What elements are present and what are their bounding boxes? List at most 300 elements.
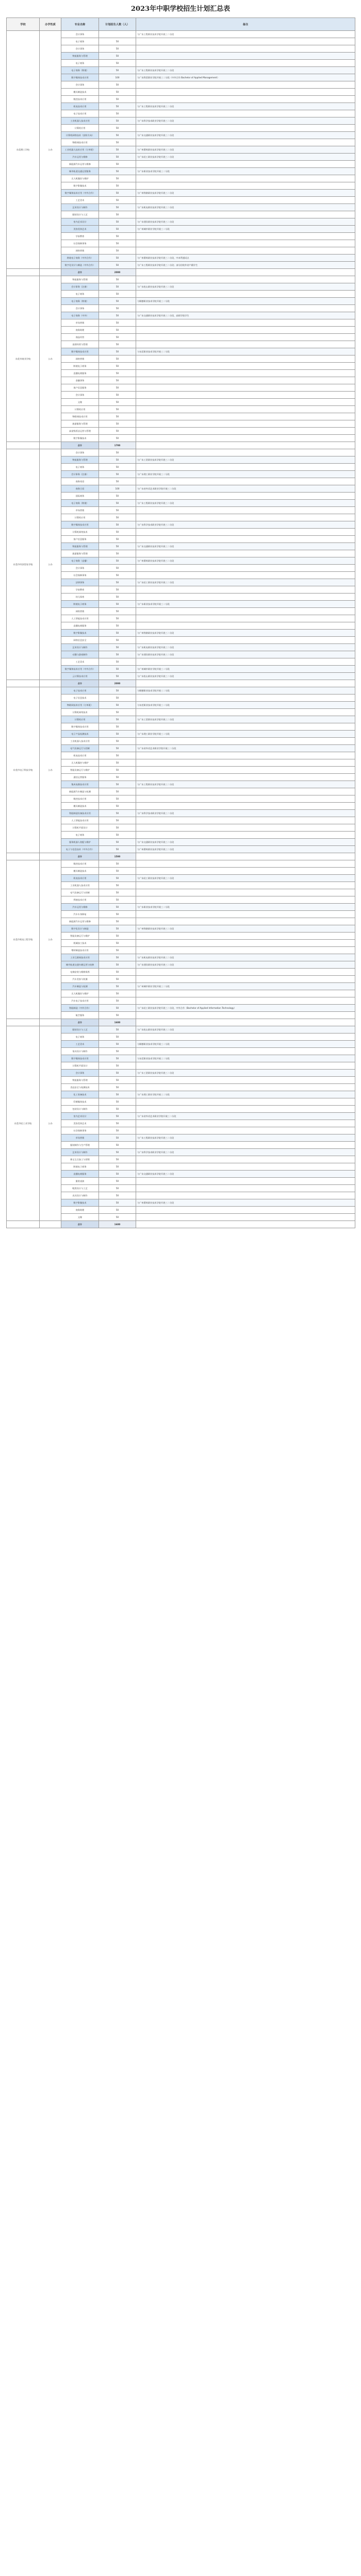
major-name: 工艺美术: [61, 1041, 99, 1048]
note-cell: [136, 709, 355, 716]
note-cell: [136, 182, 355, 190]
plan-count: 50: [99, 478, 136, 485]
plan-count: 50: [99, 572, 136, 579]
note-cell: [136, 327, 355, 334]
plan-count: 50: [99, 197, 136, 204]
note-cell: [136, 637, 355, 644]
note-cell: [136, 370, 355, 377]
note-cell: 与广东工程职业技术学院开展三二分段: [136, 1134, 355, 1142]
major-name: 电子商务（中外）: [61, 312, 99, 319]
plan-count: 50: [99, 1055, 136, 1062]
plan-count: 50: [99, 1005, 136, 1012]
table-header-row: [7, 18, 355, 31]
major-name: 数字媒体技术应用: [61, 1055, 99, 1062]
major-name: 幼儿保育: [61, 594, 99, 601]
total-blank: [7, 680, 40, 687]
plan-count: 50: [99, 1156, 136, 1163]
plan-count: 50: [99, 666, 136, 673]
plan-count: 50: [99, 305, 136, 312]
plan-count: 50: [99, 1113, 136, 1120]
plan-count: 50: [99, 997, 136, 1005]
note-cell: 与广东交通职业技术学院开展三二分段: [136, 839, 355, 846]
plan-count: 50: [99, 406, 136, 413]
note-cell: [136, 399, 355, 406]
plan-count: 50: [99, 327, 136, 334]
total-row: [7, 853, 355, 860]
plan-count: 50: [99, 731, 136, 738]
major-name: 工业机器人技术应用: [61, 738, 99, 745]
major-name: 商务助理: [61, 327, 99, 334]
plan-count: 50: [99, 550, 136, 557]
note-cell: 与广东工程职业技术学院开展三二分段: [136, 103, 355, 110]
major-name: 服装设计与工艺: [61, 211, 99, 218]
note-cell: [136, 723, 355, 731]
plan-count: 50: [99, 146, 136, 154]
note-cell: 与广东职业技术学院开展三二分段: [136, 601, 355, 608]
school-name: 东莞市机电工程学校: [7, 860, 40, 1019]
major-name: 会计事务: [61, 45, 99, 53]
plan-count: 50: [99, 521, 136, 529]
note-cell: [136, 355, 355, 363]
major-name: 社会保障事务: [61, 1127, 99, 1134]
major-name: 数字媒体技术应用: [61, 521, 99, 529]
run-type: 公办: [40, 449, 61, 680]
major-name: 电子商务: [61, 60, 99, 67]
major-name: 网络营销: [61, 247, 99, 255]
major-name: 数控技术应用: [61, 96, 99, 103]
plan-count: 50: [99, 132, 136, 139]
plan-count: 50: [99, 218, 136, 226]
plan-count: 50: [99, 889, 136, 896]
note-cell: 与广东科学技术职业学院开展三二分段: [136, 117, 355, 125]
total-count: 1700: [99, 442, 136, 449]
plan-count: 50: [99, 615, 136, 622]
major-name: 跨境电子商务: [61, 1163, 99, 1171]
total-blank: [40, 853, 61, 860]
header-plan-count: 计划招生人数（人）: [99, 18, 136, 31]
major-name: 会计事务（注册）: [61, 471, 99, 478]
major-name: 电子商务（跨境）: [61, 67, 99, 74]
major-name: 电梯安装与维修保养: [61, 969, 99, 976]
major-name: 物联网技术应用: [61, 139, 99, 146]
note-cell: [136, 139, 355, 146]
plan-count: 50: [99, 803, 136, 810]
note-cell: 与广东建设职业技术学院开展三二分段: [136, 961, 355, 969]
note-cell: [136, 392, 355, 399]
plan-count: 50: [99, 1120, 136, 1127]
note-cell: 与广东省外语艺术职业学院开展三二分段: [136, 745, 355, 752]
plan-count: 50: [99, 363, 136, 370]
plan-count: 50: [99, 399, 136, 406]
major-name: 服务机器人装配与维护: [61, 839, 99, 846]
note-cell: [136, 594, 355, 601]
major-name: 集成电路技术应用: [61, 781, 99, 788]
plan-count: 50: [99, 954, 136, 961]
note-cell: 与广东科学技术职业学院开展三二分段: [136, 810, 355, 817]
plan-count: 50: [99, 947, 136, 954]
plan-count: 50: [99, 262, 136, 269]
enrollment-plan-table: [6, 18, 355, 1228]
plan-count: 50: [99, 384, 136, 392]
major-name: 云计算技术应用: [61, 673, 99, 680]
major-name: 包装设计与制作: [61, 1106, 99, 1113]
plan-count: 50: [99, 1084, 136, 1091]
major-name: 印刷媒体技术: [61, 1098, 99, 1106]
note-cell: 与广东轻工职业技术学院开展三二分段，中外合作（Bachelor of Applied Information Technology）: [136, 1005, 355, 1012]
note-cell: [136, 1012, 355, 1019]
major-name: 物流服务与管理: [61, 543, 99, 550]
note-cell: [136, 291, 355, 298]
total-blank: [7, 1221, 40, 1228]
plan-count: 50: [99, 1178, 136, 1185]
plan-count: 50: [99, 204, 136, 211]
total-count: 2000: [99, 269, 136, 276]
note-cell: 与广东轻工职业技术学院开展三二分段: [136, 875, 355, 882]
total-row: [7, 269, 355, 276]
note-cell: 与广州番禺职业技术学院开展三二分段: [136, 1199, 355, 1207]
major-name: 跨境电子商务: [61, 601, 99, 608]
plan-count: 50: [99, 96, 136, 103]
note-cell: [136, 738, 355, 745]
plan-count: 50: [99, 1185, 136, 1192]
major-name: 数控技术应用: [61, 795, 99, 803]
major-name: 高星级饭店运营与管理: [61, 428, 99, 435]
note-cell: [136, 1062, 355, 1070]
major-name: 会计事务: [61, 1070, 99, 1077]
note-cell: 与顺德职业技术学院开展三二分段: [136, 298, 355, 305]
major-name: 旅游服务与管理: [61, 550, 99, 557]
plan-count: 50: [99, 1098, 136, 1106]
major-name: 国际商务: [61, 493, 99, 500]
plan-count: 50: [99, 810, 136, 817]
total-blank: [40, 442, 61, 449]
major-name: 工艺美术: [61, 658, 99, 666]
note-cell: [136, 233, 355, 240]
plan-count: 50: [99, 774, 136, 781]
plan-count: 50: [99, 233, 136, 240]
note-cell: 与广东交通职业技术学院开展三二分段: [136, 1171, 355, 1178]
major-name: 会计事务: [61, 305, 99, 312]
note-cell: 与东莞职业技术学院开展三二分段: [136, 702, 355, 709]
plan-count: 50: [99, 420, 136, 428]
note-cell: [136, 96, 355, 103]
note-cell: [136, 824, 355, 832]
note-cell: 与广州番禺职业技术学院开展三二分段，中本贯通试点: [136, 255, 355, 262]
note-cell: [136, 832, 355, 839]
note-cell: [136, 377, 355, 384]
major-name: 工业机器人技术应用（订单班）: [61, 146, 99, 154]
note-cell: [136, 976, 355, 983]
run-type: 公办: [40, 860, 61, 1019]
plan-count: 50: [99, 428, 136, 435]
note-cell: [136, 507, 355, 514]
note-cell: 与广东轻工职业技术学院开展三二分段: [136, 154, 355, 161]
plan-count: 50: [99, 370, 136, 377]
major-name: 城市轨道交通运营服务: [61, 168, 99, 175]
major-name: 机械加工技术: [61, 940, 99, 947]
plan-count: 50: [99, 60, 136, 67]
major-name: 电子商务: [61, 832, 99, 839]
note-cell: [136, 759, 355, 767]
note-cell: 与广东建设职业技术学院开展三二分段: [136, 218, 355, 226]
major-name: 计算机应用: [61, 716, 99, 723]
major-name: 艺术设计与制作: [61, 204, 99, 211]
plan-count: 50: [99, 377, 136, 384]
note-cell: [136, 211, 355, 218]
note-cell: 与广东工贸职业技术学院开展三二分段: [136, 1070, 355, 1077]
major-name: 会计事务: [61, 81, 99, 89]
major-name: 学前教育: [61, 586, 99, 594]
major-name: 工业机器人技术应用: [61, 882, 99, 889]
plan-count: 50: [99, 738, 136, 745]
major-name: 数字影像技术: [61, 435, 99, 442]
plan-count: 50: [99, 868, 136, 875]
plan-count: 50: [99, 355, 136, 363]
note-cell: 与顺德职业技术学院开展三二分段: [136, 687, 355, 694]
plan-count: 50: [99, 586, 136, 594]
major-name: 增材制造技术应用: [61, 947, 99, 954]
plan-count: 50: [99, 832, 136, 839]
plan-count: 50: [99, 182, 136, 190]
plan-count: 50: [99, 1214, 136, 1221]
major-name: 焊接技术应用: [61, 896, 99, 904]
major-name: 动漫与游戏制作: [61, 651, 99, 658]
plan-count: 50: [99, 983, 136, 990]
plan-count: 50: [99, 817, 136, 824]
major-name: 客户信息服务: [61, 384, 99, 392]
plan-count: 50: [99, 1127, 136, 1134]
major-name: 化工装备技术: [61, 1091, 99, 1098]
major-name: 物流服务与管理: [61, 276, 99, 283]
plan-count: 50: [99, 860, 136, 868]
plan-count: 50: [99, 933, 136, 940]
major-name: 机电技术应用: [61, 875, 99, 882]
note-cell: 与广州城市职业学院开展三二分段: [136, 983, 355, 990]
note-cell: 与广东轻工职业技术学院开展三二分段: [136, 579, 355, 586]
major-name: 美容美体艺术: [61, 226, 99, 233]
major-name: 服装表演: [61, 1178, 99, 1185]
major-name: 电子信息技术: [61, 694, 99, 702]
page-title: 2023年中职学校招生计划汇总表: [130, 5, 231, 13]
note-cell: [136, 882, 355, 889]
major-name: 跨境电子商务: [61, 363, 99, 370]
major-name: 室内艺术设计: [61, 1113, 99, 1120]
note-cell: 与广东交通职业技术学院开展三二分段，高职学院学生: [136, 312, 355, 319]
major-name: 商务英语: [61, 478, 99, 485]
table-row: [7, 860, 355, 868]
note-cell: [136, 319, 355, 327]
total-blank: [7, 442, 40, 449]
plan-count: 50: [99, 392, 136, 399]
major-name: 市场营销: [61, 507, 99, 514]
plan-count: 100: [99, 74, 136, 81]
plan-count: 50: [99, 1134, 136, 1142]
plan-count: 50: [99, 1077, 136, 1084]
major-name: 城市轨道交通车辆运用与检修: [61, 961, 99, 969]
major-name: 计算机网络技术: [61, 529, 99, 536]
plan-count: 50: [99, 579, 136, 586]
plan-count: 50: [99, 824, 136, 832]
major-name: 社会保障事务: [61, 572, 99, 579]
table-row: [7, 449, 355, 456]
plan-count: 50: [99, 154, 136, 161]
plan-count: 50: [99, 291, 136, 298]
plan-count: 50: [99, 1142, 136, 1149]
total-note: [136, 1019, 355, 1026]
note-cell: [136, 1156, 355, 1163]
header-note: 备注: [136, 18, 355, 31]
total-blank: [40, 1221, 61, 1228]
note-cell: 与广东松山职业技术学院开展三二分段: [136, 1026, 355, 1033]
note-cell: [136, 536, 355, 543]
total-row: [7, 442, 355, 449]
major-name: 汽车运用与维修: [61, 154, 99, 161]
plan-count: 50: [99, 723, 136, 731]
major-name: 会计事务（注册）: [61, 283, 99, 291]
note-cell: [136, 550, 355, 557]
total-label: 合计: [61, 853, 99, 860]
major-name: 法律事务: [61, 579, 99, 586]
run-type: 公办: [40, 1026, 61, 1221]
note-cell: [136, 81, 355, 89]
major-name: 皮具设计与制作: [61, 1192, 99, 1199]
note-cell: [136, 868, 355, 875]
note-cell: [136, 89, 355, 96]
major-name: 服装设计与工艺: [61, 1026, 99, 1033]
plan-count: 50: [99, 110, 136, 117]
plan-count: 50: [99, 1199, 136, 1207]
school-name: 东莞市经济贸易学校: [7, 449, 40, 680]
major-name: 连锁经营与管理: [61, 341, 99, 348]
major-name: 鞋类设计与工艺: [61, 1185, 99, 1192]
major-name: 文秘: [61, 399, 99, 406]
plan-count: 50: [99, 103, 136, 110]
major-name: 汽车电子技术应用: [61, 997, 99, 1005]
plan-count: 50: [99, 709, 136, 716]
run-type: 公办: [40, 276, 61, 442]
major-name: 机电技术应用: [61, 103, 99, 110]
note-cell: 与广州番禺职业技术学院开展三二分段: [136, 146, 355, 154]
plan-count: 50: [99, 1062, 136, 1070]
note-cell: 与广东科贸职业学院开展三二分段（中外合作 Bachelor of Applied Management）: [136, 74, 355, 81]
note-cell: [136, 334, 355, 341]
major-name: 客户信息服务: [61, 536, 99, 543]
total-note: [136, 680, 355, 687]
plan-count: 50: [99, 1070, 136, 1077]
total-label: 合计: [61, 680, 99, 687]
major-name: 计算机网络技术: [61, 709, 99, 716]
plan-count: 50: [99, 630, 136, 637]
plan-count: 50: [99, 687, 136, 694]
plan-count: 50: [99, 594, 136, 601]
header-school: 学校: [7, 18, 40, 31]
major-name: 家具设计与制作: [61, 1048, 99, 1055]
major-name: 无人机操控与维护: [61, 759, 99, 767]
major-name: 计算机应用: [61, 125, 99, 132]
major-name: 汽车制造与检测: [61, 983, 99, 990]
note-cell: 与广东工程职业技术学院开展三二分段: [136, 781, 355, 788]
note-cell: 与广州铁路职业技术学院开展三二分段: [136, 925, 355, 933]
major-name: 数字媒体技术应用: [61, 723, 99, 731]
plan-count: 50: [99, 795, 136, 803]
plan-count: 50: [99, 673, 136, 680]
total-row: [7, 1221, 355, 1228]
major-name: 数字媒体技术应用（中外合作）: [61, 190, 99, 197]
plan-count: 50: [99, 117, 136, 125]
plan-count: 50: [99, 175, 136, 182]
major-name: 计算机应用: [61, 514, 99, 521]
major-name: 艺术设计与制作: [61, 1149, 99, 1156]
total-note: [136, 442, 355, 449]
total-row: [7, 680, 355, 687]
plan-count: 50: [99, 745, 136, 752]
note-cell: [136, 478, 355, 485]
plan-count: 50: [99, 247, 136, 255]
plan-count: 50: [99, 139, 136, 146]
plan-count: 50: [99, 1207, 136, 1214]
major-name: 电子商务（跨境）: [61, 500, 99, 507]
note-cell: [136, 175, 355, 182]
major-name: 会计事务: [61, 31, 99, 38]
note-cell: 与广东科学技术职业学院开展三二分段: [136, 521, 355, 529]
major-name: 数字影像技术: [61, 630, 99, 637]
plan-count: 50: [99, 767, 136, 774]
major-name: 直播电商服务: [61, 1171, 99, 1178]
plan-count: 50: [99, 1163, 136, 1171]
note-cell: [136, 803, 355, 810]
plan-count: 50: [99, 529, 136, 536]
note-cell: [136, 384, 355, 392]
school-name: 东莞市电子科技学校: [7, 687, 40, 853]
note-cell: [136, 1084, 355, 1091]
note-cell: [136, 795, 355, 803]
major-name: 文秘: [61, 1214, 99, 1221]
plan-count: 50: [99, 658, 136, 666]
total-label: 合计: [61, 269, 99, 276]
major-name: 新能源汽车运用与维修: [61, 918, 99, 925]
total-blank: [7, 1019, 40, 1026]
note-cell: [136, 435, 355, 442]
plan-count: 50: [99, 543, 136, 550]
note-cell: [136, 1127, 355, 1134]
note-cell: [136, 464, 355, 471]
note-cell: [136, 514, 355, 521]
plan-count: 50: [99, 969, 136, 976]
note-cell: [136, 1120, 355, 1127]
note-cell: [136, 774, 355, 781]
plan-count: 50: [99, 882, 136, 889]
note-cell: 与广东职业技术学院开展三二分段: [136, 904, 355, 911]
note-cell: [136, 428, 355, 435]
major-name: 网络营销: [61, 608, 99, 615]
plan-count: 50: [99, 759, 136, 767]
major-name: 机电技术应用: [61, 752, 99, 759]
note-cell: 与广东科学技术职业学院开展三二分段: [136, 1149, 355, 1156]
note-cell: 与广州番禺职业技术学院开展三二分段: [136, 846, 355, 853]
note-cell: 与广东理工职业学院开展三二分段: [136, 1091, 355, 1098]
plan-count: 50: [99, 449, 136, 456]
plan-count: 50: [99, 918, 136, 925]
plan-count: 50: [99, 694, 136, 702]
total-blank: [40, 269, 61, 276]
note-cell: 与广东工程职业技术学院开展三二分段: [136, 67, 355, 74]
total-blank: [40, 680, 61, 687]
plan-count: 50: [99, 211, 136, 218]
total-blank: [7, 269, 40, 276]
note-cell: [136, 1098, 355, 1106]
major-name: 数字化设计与制造: [61, 925, 99, 933]
major-name: 电子技术应用: [61, 687, 99, 694]
